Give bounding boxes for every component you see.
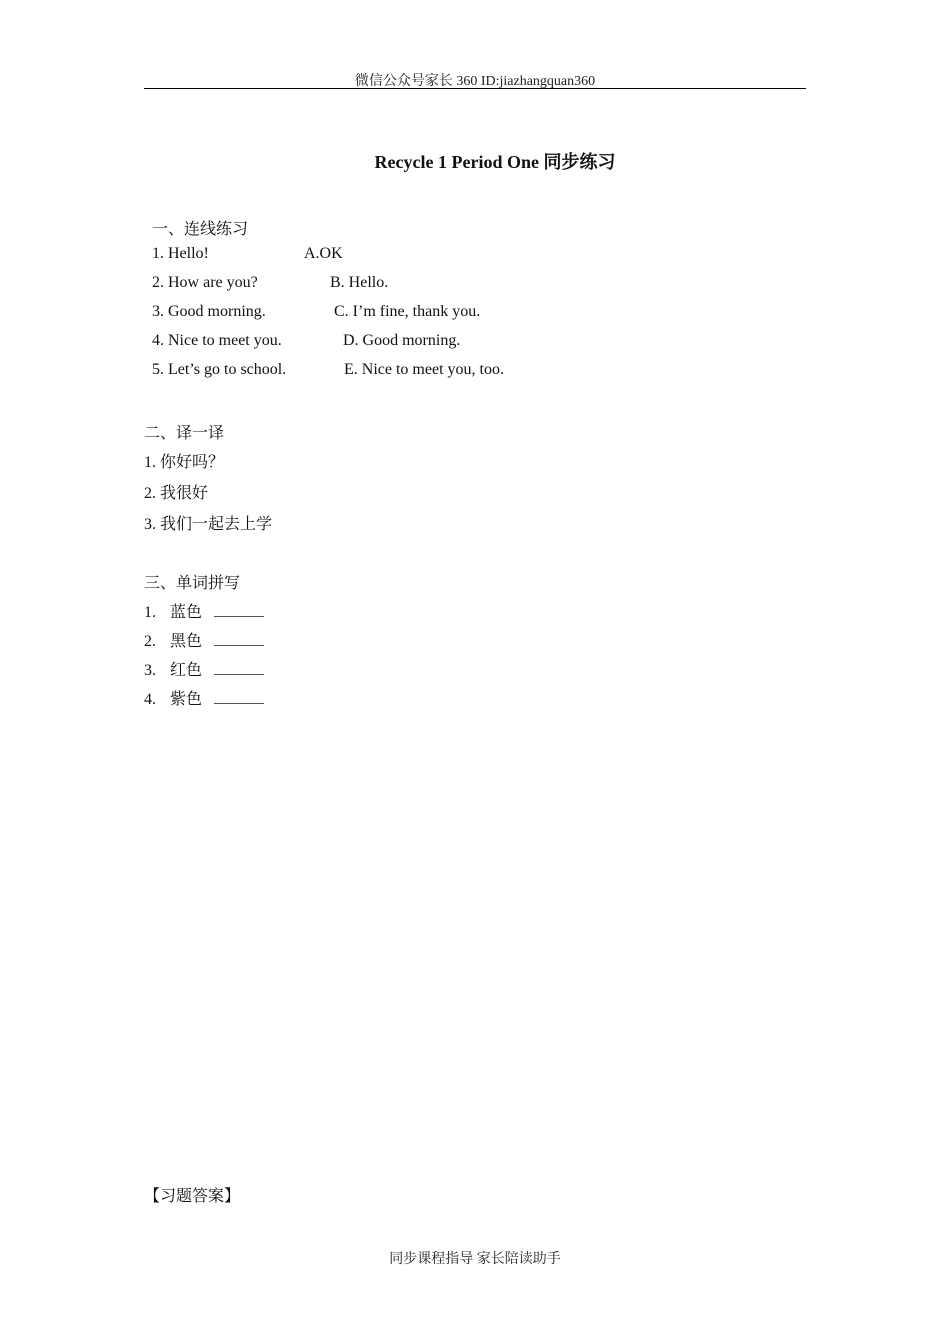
match-left-item: 5. Let’s go to school. (152, 361, 287, 378)
spelling-item (144, 599, 264, 622)
spelling-blank[interactable] (214, 602, 264, 617)
spelling-word: 紫色 (170, 691, 203, 708)
header-divider (144, 88, 806, 89)
match-left-item: 1. Hello! (152, 245, 209, 262)
translate-item: 1. 你好吗？ (144, 454, 225, 471)
spelling-blank[interactable] (214, 660, 264, 675)
spelling-number: 3. (144, 662, 156, 679)
page-header: 微信公众号家长 360 ID:jiazhangquan360 (354, 74, 596, 89)
spelling-number: 2. (144, 633, 156, 650)
spelling-word: 蓝色 (170, 604, 203, 621)
match-right-item: A.OK (304, 245, 343, 262)
match-right-item: E. Nice to meet you, too. (344, 361, 504, 378)
page-footer: 同步课程指导 家长陪读助手 (389, 1252, 561, 1267)
spelling-item (144, 657, 264, 680)
spelling-item (144, 628, 264, 651)
section3-heading: 三、单词拼写 (144, 575, 241, 592)
spelling-number: 4. (144, 691, 156, 708)
spelling-word: 黑色 (170, 633, 203, 650)
match-right-item: B. Hello. (330, 274, 389, 291)
spelling-word: 红色 (170, 662, 203, 679)
section2-heading: 二、译一译 (144, 425, 225, 442)
spelling-item (144, 686, 264, 709)
match-left-item: 2. How are you? (152, 274, 258, 291)
section1-heading: 一、连线练习 (152, 221, 249, 238)
match-left-item: 3. Good morning. (152, 303, 266, 320)
answers-heading: 【习题答案】 (144, 1188, 241, 1205)
translate-item: 2. 我很好 (144, 485, 209, 502)
page-title: Recycle 1 Period One 同步练习 (374, 152, 616, 172)
match-right-item: D. Good morning. (343, 332, 461, 349)
spelling-number: 1. (144, 604, 156, 621)
match-right-item: C. I’m fine, thank you. (334, 303, 481, 320)
spelling-blank[interactable] (214, 631, 264, 646)
match-left-item: 4. Nice to meet you. (152, 332, 282, 349)
spelling-blank[interactable] (214, 689, 264, 704)
translate-item: 3. 我们一起去上学 (144, 516, 273, 533)
